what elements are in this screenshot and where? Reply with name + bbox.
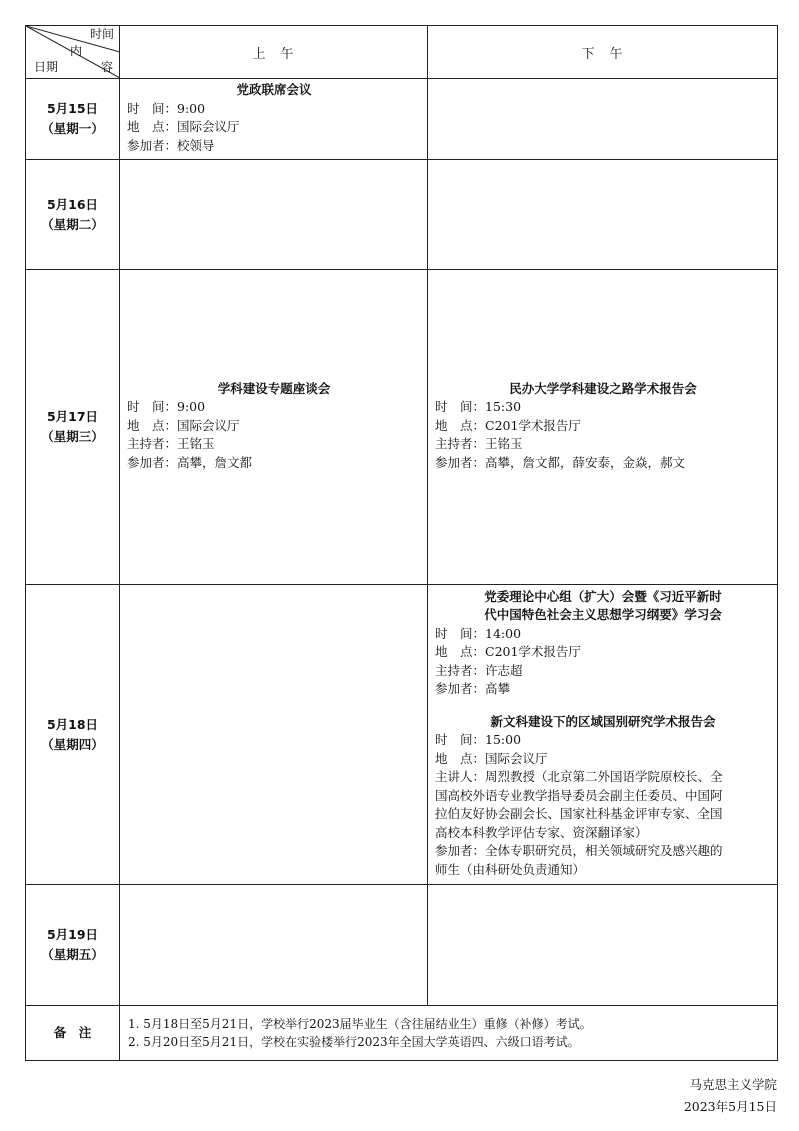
- event-host: 主持者：王铭玉: [435, 436, 523, 452]
- afternoon-header: 下 午: [428, 26, 778, 79]
- tuesday-morning-cell: [120, 160, 428, 270]
- event-time: 时 间：9:00: [127, 100, 206, 116]
- weekday: （星期一）: [41, 121, 104, 136]
- weekday: （星期三）: [41, 429, 104, 444]
- corner-date-label: 日期: [34, 60, 59, 74]
- date-cell: [26, 585, 120, 885]
- event-location: 地 点：国际会议厅: [127, 119, 240, 134]
- event-spacer: [435, 699, 771, 713]
- event-location: 地 点：国际会议厅: [127, 417, 240, 433]
- header-row: [26, 26, 778, 79]
- corner-content-label-2: 容: [100, 60, 113, 74]
- event-location: 地 点：C201学术报告厅: [435, 417, 581, 433]
- event-host: 主持者：王铭玉: [127, 436, 215, 452]
- notes-label: 备 注: [26, 1006, 120, 1061]
- corner-time-label: 时间: [89, 27, 114, 41]
- date: 5月17日: [46, 409, 99, 424]
- weekday: （星期四）: [41, 736, 104, 752]
- date: 5月16日: [46, 196, 99, 212]
- weekday: （星期二）: [41, 216, 104, 232]
- event-title: 新文科建设下的区域国别研究学术报告会: [490, 713, 716, 729]
- event-attendees: 参加者：高攀，詹文都，薛安泰，金焱，郝文: [435, 454, 686, 470]
- event-attendees: 参加者：高攀: [435, 681, 511, 697]
- wednesday-morning-cell: [120, 270, 428, 585]
- friday-morning-cell: [120, 885, 428, 1006]
- footer-date: 2023年5月15日: [683, 1099, 777, 1114]
- schedule-table: [25, 25, 778, 1061]
- event-speaker: 主讲人：周烈教授（北京第二外国语学院原校长、全: [435, 769, 723, 785]
- event-time: 时 间：15:00: [435, 732, 522, 748]
- event-attendees: 参加者：校领导: [127, 137, 215, 153]
- event-attendees: 参加者：高攀，詹文都: [127, 454, 253, 470]
- date-cell: [26, 885, 120, 1006]
- event-location: 地 点：C201学术报告厅: [435, 644, 581, 660]
- row-friday: [26, 885, 778, 1006]
- event-speaker-cont: 高校本科教学评估专家、资深翻译家）: [435, 824, 648, 840]
- note-item: 2. 5月20日至5月21日，学校在实验楼举行2023年全国大学英语四、六级口语考试。: [128, 1035, 580, 1049]
- monday-morning-cell: [120, 79, 428, 160]
- date-cell: [26, 79, 120, 160]
- row-wednesday: [26, 270, 778, 585]
- event-time: 时 间：15:30: [435, 399, 522, 415]
- event-time: 时 间：9:00: [127, 399, 206, 415]
- date: 5月18日: [46, 716, 99, 732]
- note-item: 1. 5月18日至5月21日，学校举行2023届毕业生（含往届结业生）重修（补修）考试。: [128, 1017, 592, 1031]
- event-title: 学科建设专题座谈会: [217, 380, 331, 396]
- date-cell: [26, 270, 120, 585]
- row-tuesday: [26, 160, 778, 270]
- event-title-line-2: 代中国特色社会主义思想学习纲要》学习会: [484, 607, 722, 623]
- date: 5月15日: [46, 101, 99, 116]
- corner-content-label-1: 内: [70, 44, 83, 58]
- weekday: （星期五）: [41, 947, 104, 962]
- corner-cell: [26, 26, 120, 79]
- row-thursday: [26, 585, 778, 885]
- row-monday: [26, 79, 778, 160]
- thursday-afternoon-cell: [428, 585, 778, 885]
- row-notes: [26, 1006, 778, 1061]
- event-title: 党政联席会议: [236, 82, 312, 97]
- event-speaker-cont: 拉伯友好协会副会长、国家社科基金评审专家、全国: [435, 806, 723, 822]
- event-time: 时 间：14:00: [435, 625, 522, 641]
- notes-cell: [120, 1006, 778, 1061]
- wednesday-afternoon-cell: [428, 270, 778, 585]
- morning-header: 上 午: [120, 26, 428, 79]
- event-location: 地 点：国际会议厅: [435, 750, 548, 766]
- footer-org: 马克思主义学院: [689, 1077, 777, 1092]
- date: 5月19日: [46, 927, 99, 942]
- thursday-morning-cell: [120, 585, 428, 885]
- event-attendees: 参加者：全体专职研究员，相关领域研究及感兴趣的: [435, 843, 723, 859]
- event-title-line-1: 党委理论中心组（扩大）会暨《习近平新时: [484, 588, 722, 604]
- monday-afternoon-cell: [428, 79, 778, 160]
- event-host: 主持者：许志超: [435, 662, 523, 678]
- event-attendees-cont: 师生（由科研处负责通知）: [435, 861, 586, 877]
- date-cell: [26, 160, 120, 270]
- tuesday-afternoon-cell: [428, 160, 778, 270]
- event-title: 民办大学学科建设之路学术报告会: [509, 380, 697, 396]
- friday-afternoon-cell: [428, 885, 778, 1006]
- event-speaker-cont: 国高校外语专业教学指导委员会副主任委员、中国阿: [435, 787, 723, 803]
